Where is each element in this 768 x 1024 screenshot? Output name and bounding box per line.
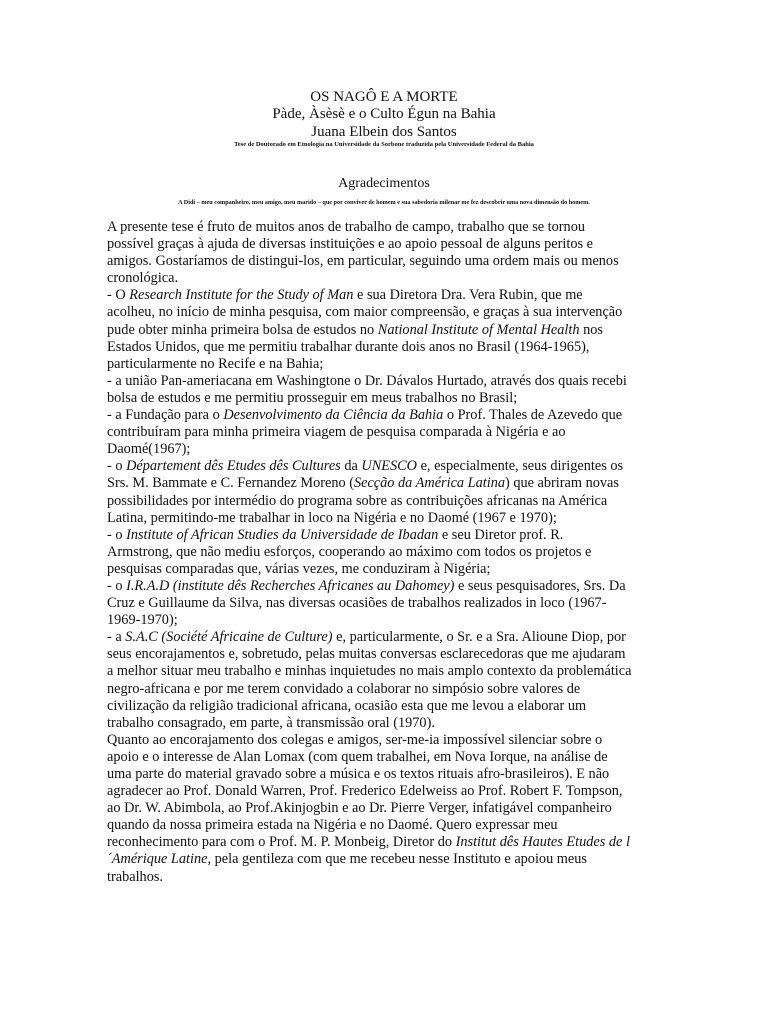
text-line	[107, 424, 667, 441]
italic-text: I.R.A.D (institute dês Recherches Africanes au Dahomey)	[126, 577, 455, 594]
text-segment: Estados Unidos, que me permitiu trabalhar durante dois anos no Brasil (1964-1965),	[107, 338, 590, 355]
italic-text: Desenvolvimento da Ciência da Bahia	[223, 407, 444, 424]
italic-text: Institute of African Studies da Universidade de Ibadan	[126, 526, 439, 543]
text-segment: - o	[107, 577, 127, 594]
text-segment: quando da nossa primeira estada na Nigéria e no Daomé. Quero expressar meu	[107, 817, 558, 834]
text-segment: pude obter minha primeira bolsa de estudos no	[107, 321, 378, 338]
text-line	[107, 458, 667, 475]
text-segment: ao Dr. W. Abimbola, ao Prof.Akinjogbin e ao Dr. Pierre Verger, infatigável companheiro	[107, 800, 612, 817]
italic-text: Institut dês Hautes Etudes de l	[455, 834, 630, 851]
text-segment: cronológica.	[107, 270, 179, 287]
text-segment: - a Fundação para o	[107, 407, 224, 424]
text-line	[107, 715, 667, 732]
text-line	[107, 510, 667, 527]
text-line	[107, 869, 667, 886]
italic-text: ´Amérique Latine,	[107, 851, 212, 868]
text-line	[107, 698, 667, 715]
italic-text: UNESCO	[361, 458, 418, 475]
text-line	[107, 663, 667, 680]
text-segment: A presente tese é fruto de muitos anos de trabalho de campo, trabalho que se tornou	[107, 219, 586, 235]
text-segment: Latina, permitindo-me trabalhar in loco na Nigéria e no Daomé (1967 e 1970);	[107, 509, 557, 526]
text-segment: particularmente no Recife e na Bahia;	[107, 355, 324, 372]
text-line	[107, 441, 667, 458]
author-name: Juana Elbein dos Santos	[311, 124, 457, 140]
text-line	[107, 475, 667, 492]
italic-text: Département dês Etudes dês Cultures	[126, 458, 341, 475]
text-segment: Daomé(1967);	[107, 441, 191, 458]
italic-text: National Institute of Mental Health	[377, 321, 580, 338]
text-line	[107, 578, 667, 595]
text-segment: o Prof. Thales de Azevedo que	[443, 407, 623, 424]
text-segment: uma parte do material gravado sobre a música e os textos rituais afro-brasileiros). E não	[107, 766, 610, 782]
text-line	[107, 356, 667, 373]
text-line	[107, 219, 667, 236]
text-line	[107, 390, 667, 407]
text-line	[107, 287, 667, 304]
text-segment: acolheu, no início de minha pesquisa, com maior compreensão, e graças à sua intervenção	[107, 304, 623, 321]
text-line	[107, 800, 667, 817]
text-segment: ) que abriram novas	[505, 475, 619, 492]
text-line	[107, 544, 667, 561]
text-segment: e, especialmente, seus dirigentes os	[417, 458, 624, 475]
text-segment: - a	[107, 629, 126, 646]
text-segment: amigos. Gostaríamos de distingui-los, em particular, seguindo uma ordem mais ou menos	[107, 253, 619, 270]
text-line	[107, 493, 667, 510]
text-segment: e seu Diretor prof. R.	[438, 526, 564, 543]
text-line	[107, 527, 667, 544]
text-line	[107, 595, 667, 612]
thesis-note: Tese de Doutorado em Etnologia na Universidade da Sorbone traduzida pela Universidade Federal da Bahia	[234, 141, 534, 148]
text-segment: 1969-1970);	[107, 612, 178, 629]
text-segment: reconhecimento para com o Prof. M. P. Monbeig, Diretor do	[107, 834, 456, 851]
text-line	[107, 851, 667, 868]
text-line	[107, 339, 667, 356]
text-segment: pesquisas comparadas que, várias vezes, me conduziram à Nigéria;	[107, 560, 491, 577]
text-segment: agradecer ao Prof. Donald Warren, Prof. Frederico Edelweiss ao Prof. Robert F. Tompson,	[107, 783, 623, 800]
document-subtitle: Pàde, Àsèsè e o Culto Égun na Bahia	[272, 106, 496, 122]
italic-text: Research Institute for the Study of Man	[129, 287, 354, 304]
text-line	[107, 253, 667, 270]
text-segment: da	[340, 458, 362, 475]
italic-text: S.A.C (Société Africaine de Culture)	[125, 629, 333, 646]
text-segment: possibilidades por intermédio do programa sobre as contribuições africanas na América	[107, 492, 608, 509]
text-line	[107, 561, 667, 578]
section-heading: Agradecimentos	[338, 176, 430, 191]
dedication: A Didi – meu companheiro, meu amigo, meu marido – que por conviver de homem e sua sabedoria milenar me fez descobrir uma nova dimensão do homem.	[178, 199, 590, 206]
text-line	[107, 373, 667, 390]
text-segment: trabalho consagrado, em parte, à transmissão oral (1970).	[107, 714, 435, 731]
text-segment: apoio e o interesse de Alan Lomax (com quem trabalhei, em Nova Iorque, na análise de	[107, 748, 608, 765]
text-line	[107, 270, 667, 287]
text-segment: - O	[107, 287, 130, 304]
text-segment: possível graças à ajuda de diversas instituições e ao apoio pessoal de alguns peritos e	[107, 236, 593, 253]
text-line	[107, 783, 667, 800]
text-line	[107, 749, 667, 766]
text-line	[107, 407, 667, 424]
text-segment: e, particularmente, o Sr. e a Sra. Alioune Diop, por	[332, 629, 626, 646]
text-line	[107, 732, 667, 749]
text-line	[107, 236, 667, 253]
text-segment: Srs. M. Bammate e C. Fernandez Moreno (	[107, 475, 354, 492]
text-line	[107, 681, 667, 698]
text-segment: e sua Diretora Dra. Vera Rubin, que me	[353, 287, 583, 304]
text-line	[107, 304, 667, 321]
text-segment: Cruz e Guillaume da Silva, nas diversas ocasiões de trabalhos realizados in loco (1967-	[107, 595, 607, 612]
text-line	[107, 646, 667, 663]
italic-text: Secção da América Latina	[353, 475, 505, 492]
text-segment: Armstrong, que não mediu esforços, cooperando ao máximo com todos os projetos e	[107, 543, 592, 560]
text-line	[107, 766, 667, 783]
text-line	[107, 322, 667, 339]
text-line	[107, 834, 667, 851]
text-segment: - o	[107, 458, 127, 475]
text-segment: Quanto ao encorajamento dos colegas e amigos, ser-me-ia impossível silenciar sobre o	[107, 731, 603, 748]
text-segment: contribuíram para minha primeira viagem de pesquisa comparada à Nigéria e ao	[107, 424, 566, 441]
text-line	[107, 817, 667, 834]
document-title: OS NAGÔ E A MORTE	[310, 89, 458, 105]
acknowledgements-text	[107, 219, 667, 886]
text-line	[107, 629, 667, 646]
text-segment: bolsa de estudos e me permitiu prosseguir em meus trabalhos no Brasil;	[107, 389, 518, 406]
text-segment: nos	[579, 321, 603, 338]
text-segment: pela gentileza com que me recebeu nesse Instituto e apoiou meus	[211, 851, 587, 868]
text-segment: a melhor situar meu trabalho e minhas inquietudes no mais amplo contexto da problemática	[107, 663, 632, 680]
text-segment: - a união Pan-ameriacana em Washingtone o Dr. Dávalos Hurtado, através dos quais recebi	[107, 372, 627, 389]
text-segment: trabalhos.	[107, 868, 163, 885]
text-segment: negro-africana e por me terem convidado a colaborar no simpósio sobre valores de	[107, 680, 581, 697]
text-segment: seus encorajamentos e, sobretudo, pelas muitas conversas esclarecedoras que me ajudaram	[107, 646, 626, 663]
text-line	[107, 612, 667, 629]
text-segment: civilização da religião tradicional africana, ocasião esta que me levou a elaborar um	[107, 697, 587, 714]
text-segment: e seus pesquisadores, Srs. Da	[454, 577, 626, 594]
text-segment: - o	[107, 526, 127, 543]
